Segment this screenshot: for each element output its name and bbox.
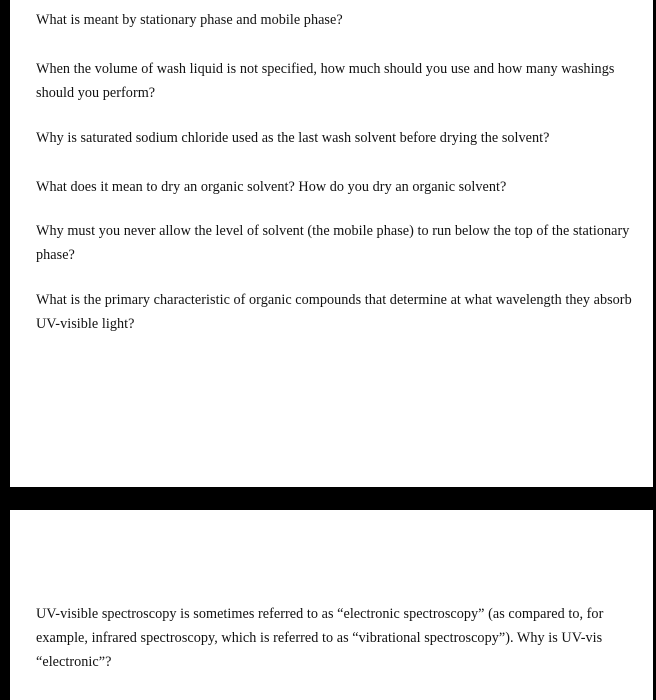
question-solvent-level: Why must you never allow the level of solvent (the mobile phase) to run below the top of the stationary phase? xyxy=(36,223,630,263)
question-wash-liquid-volume: When the volume of wash liquid is not specified, how much should you use and how many washings should you perform? xyxy=(36,61,615,101)
question-stationary-mobile-phase: What is meant by stationary phase and mobile phase? xyxy=(36,12,343,28)
question-saturated-sodium-chloride: Why is saturated sodium chloride used as the last wash solvent before drying the solvent? xyxy=(36,130,550,146)
question-dry-organic-solvent: What does it mean to dry an organic solvent? How do you dry an organic solvent? xyxy=(36,179,507,195)
question-uv-vis-electronic: UV-visible spectroscopy is sometimes referred to as “electronic spectroscopy” (as compared to, for example, infrared spectroscopy, which is referred to as “vibrational spectroscopy”). Why is UV-vis “electronic”? xyxy=(36,606,604,670)
document-page-top xyxy=(10,0,653,487)
question-uv-visible-absorption: What is the primary characteristic of organic compounds that determine at what wavelength they absorb UV-visible light? xyxy=(36,292,632,332)
document-page-bottom xyxy=(10,510,653,700)
